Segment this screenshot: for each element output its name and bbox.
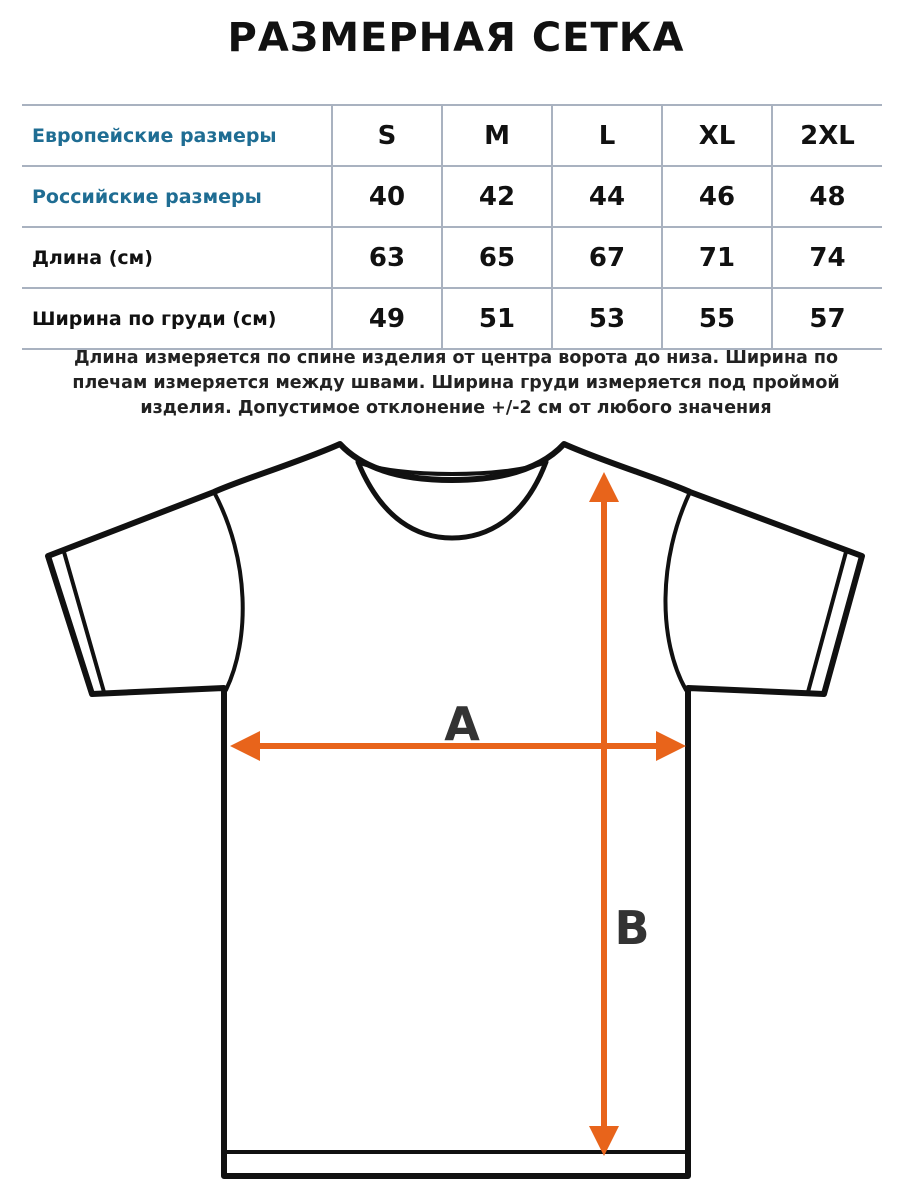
table-cell: 2XL	[772, 105, 882, 166]
table-row-eu-sizes	[22, 105, 882, 166]
tshirt-outline	[48, 444, 862, 1176]
page-title: РАЗМЕРНАЯ СЕТКА	[227, 15, 685, 61]
right-sleeve-seam	[665, 492, 690, 690]
table-cell: 51	[442, 288, 552, 349]
right-sleeve-hem	[808, 552, 846, 692]
table-cell: S	[332, 105, 442, 166]
table-row-ru-sizes	[22, 166, 882, 227]
table-cell: L	[552, 105, 662, 166]
table-cell: 67	[552, 227, 662, 288]
table-cell: 40	[332, 166, 442, 227]
row-label-chest-width: Ширина по груди (см)	[22, 288, 332, 349]
table-cell: 63	[332, 227, 442, 288]
left-sleeve-seam	[214, 492, 243, 690]
row-label-ru-sizes: Российские размеры	[22, 166, 332, 227]
table-cell: 44	[552, 166, 662, 227]
table-cell: 46	[662, 166, 772, 227]
table-cell: 42	[442, 166, 552, 227]
table-cell: 65	[442, 227, 552, 288]
table-row-chest-width	[22, 288, 882, 349]
measurement-note	[24, 346, 888, 421]
measure-label-a: A	[444, 697, 480, 751]
table-cell: 49	[332, 288, 442, 349]
table-cell: XL	[662, 105, 772, 166]
table-row-length	[22, 227, 882, 288]
measure-label-b: B	[614, 901, 650, 955]
note-line: Длина измеряется по спине изделия от центра ворота до низа. Ширина по	[73, 348, 839, 368]
row-label-length: Длина (см)	[22, 227, 332, 288]
row-label-eu-sizes: Европейские размеры	[22, 105, 332, 166]
table-cell: 53	[552, 288, 662, 349]
table-cell: 55	[662, 288, 772, 349]
tshirt-diagram	[0, 430, 912, 1184]
note-line: изделия. Допустимое отклонение +/-2 см от любого значения	[140, 398, 772, 418]
size-table	[22, 104, 882, 350]
table-cell: 48	[772, 166, 882, 227]
table-cell: 71	[662, 227, 772, 288]
note-line: плечам измеряется между швами. Ширина груди измеряется под проймой	[72, 373, 840, 393]
table-cell: M	[442, 105, 552, 166]
table-cell: 57	[772, 288, 882, 349]
table-cell: 74	[772, 227, 882, 288]
